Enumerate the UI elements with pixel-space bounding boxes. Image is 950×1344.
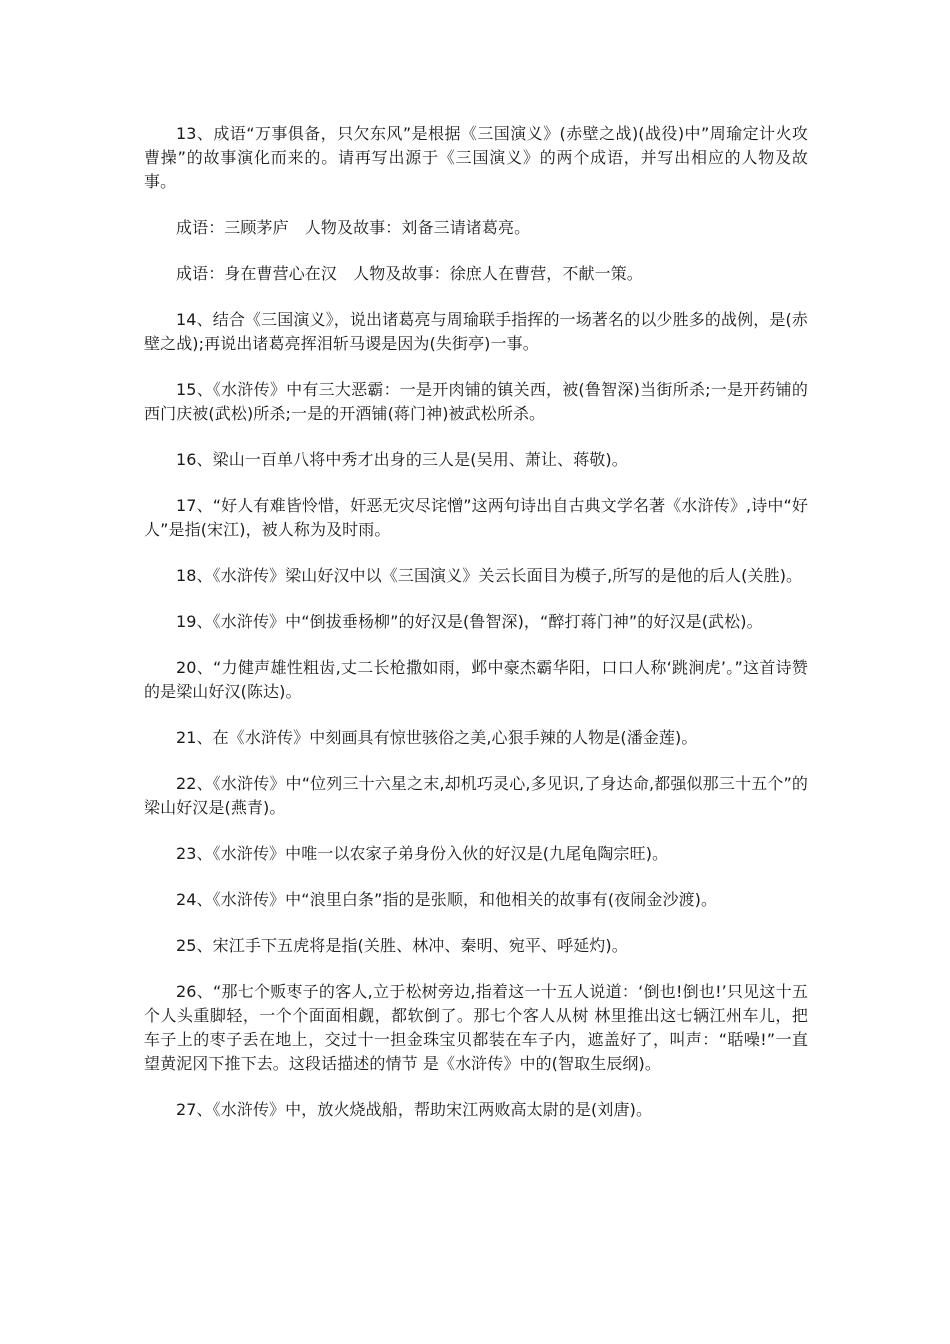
question-20: 20、“力健声雄性粗齿,丈二长枪撒如雨，邺中豪杰霸华阳，口口人称‘跳涧虎’。”这首诗赞的是梁山好汉(陈达)。 <box>144 658 808 701</box>
question-19: 19、《水浒传》中“倒拔垂杨柳”的好汉是(鲁智深)，“醉打蒋门神”的好汉是(武松)。 <box>176 612 763 631</box>
question-13: 13、成语“万事俱备，只欠东风”是根据《三国演义》(赤壁之战)(战役)中”周瑜定计火攻曹操”的故事演化而来的。请再写出源于《三国演义》的两个成语，并写出相应的人物及故事。 <box>144 124 808 191</box>
document-page <box>144 122 808 1144</box>
answer-idiom-2: 成语：身在曹营心在汉 人物及故事：徐庶人在曹营，不献一策。 <box>176 264 643 283</box>
question-14: 14、结合《三国演义》，说出诸葛亮与周瑜联手指挥的一场著名的以少胜多的战例，是(赤壁之战);再说出诸葛亮挥泪斩马谡是因为(失街亭)一事。 <box>144 310 808 353</box>
question-26: 26、“那七个贩枣子的客人,立于松树旁边,指着这一十五人说道：‘倒也!倒也!’只见这十五个人头重脚轻，一个个面面相觑，都软倒了。那七个客人从树 林里推出这七辆江州车儿，把车子上的枣子丢在地上，交过十一担金珠宝贝都装在车子内，遮盖好了，叫声：“聒噪!”一直望黄泥冈下推下去。这段话描述的情节 是《水浒传》中的(智取生辰纲)。 <box>144 982 808 1073</box>
question-17: 17、“好人有难皆怜惜，奸恶无灾尽诧憎”这两句诗出自古典文学名著《水浒传》,诗中“好人”是指(宋江)，被人称为及时雨。 <box>144 496 808 539</box>
question-24: 24、《水浒传》中“浪里白条”指的是张顺，和他相关的故事有(夜闹金沙渡)。 <box>176 890 718 909</box>
question-25: 25、宋江手下五虎将是指(关胜、林冲、秦明、宛平、呼延灼)。 <box>176 936 628 955</box>
question-15: 15、《水浒传》中有三大恶霸：一是开肉铺的镇关西，被(鲁智深)当街所杀;一是开药铺的西门庆被(武松)所杀;一是的开酒铺(蒋门神)被武松所杀。 <box>144 380 808 423</box>
question-23: 23、《水浒传》中唯一以农家子弟身份入伙的好汉是(九尾龟陶宗旺)。 <box>176 844 669 863</box>
question-16: 16、梁山一百单八将中秀才出身的三人是(吴用、萧让、蒋敬)。 <box>176 450 628 469</box>
question-27: 27、《水浒传》中，放火烧战船，帮助宋江两败高太尉的是(刘唐)。 <box>176 1100 653 1119</box>
question-18: 18、《水浒传》梁山好汉中以《三国演义》关云长面目为模子,所写的是他的后人(关胜)。 <box>176 566 803 585</box>
answer-idiom-1: 成语：三顾茅庐 人物及故事：刘备三请诸葛亮。 <box>176 218 531 237</box>
question-21: 21、在《水浒传》中刻画具有惊世骇俗之美,心狠手辣的人物是(潘金莲)。 <box>176 728 698 747</box>
question-22: 22、《水浒传》中“位列三十六星之末,却机巧灵心,多见识,了身达命,都强似那三十五个”的梁山好汉是(燕青)。 <box>144 774 808 817</box>
